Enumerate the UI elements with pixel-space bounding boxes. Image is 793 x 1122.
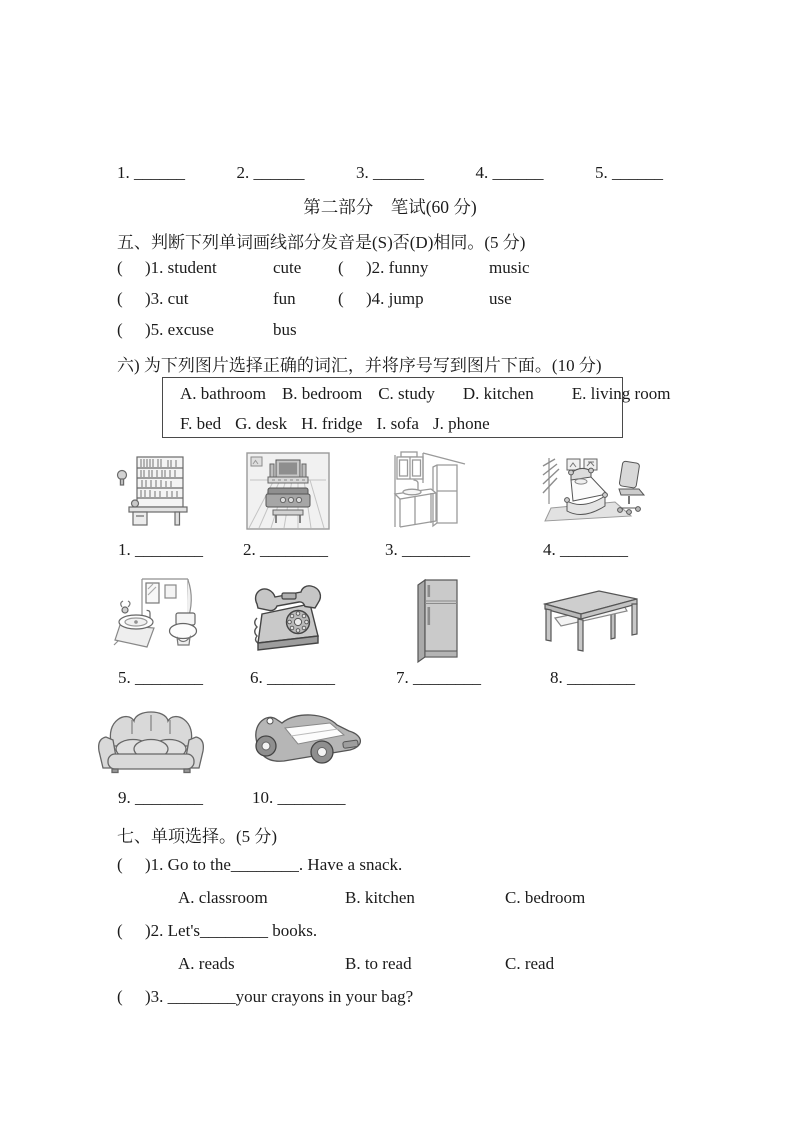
section5-row-2 [117, 289, 512, 309]
bedroom-icon [541, 456, 647, 526]
mc-question-3-stem: )3. ________your crayons in your bag? [145, 987, 414, 1006]
answer-paren: ( [117, 855, 123, 874]
bathroom-icon [112, 577, 214, 661]
word-option-d: D. kitchen [462, 384, 534, 403]
mc-q2-option-c: C. read [505, 954, 555, 973]
picture-blank-2: 2. ________ [243, 540, 328, 559]
telephone-icon [246, 582, 330, 654]
answer-blank-2: 2. ______ [236, 163, 305, 182]
mc-q1-option-a: A. classroom [178, 888, 268, 907]
picture-blank-5: 5. ________ [118, 668, 203, 687]
word-option-f: F. bed [180, 414, 222, 433]
answer-blank-4: 4. ______ [475, 163, 544, 182]
pron-item-3: )3. cut [145, 289, 189, 308]
mc-q1-option-c: C. bedroom [505, 888, 586, 907]
section5-row-1 [117, 258, 530, 278]
word-bank-line-2 [180, 414, 504, 434]
word-option-i: I. sofa [376, 414, 419, 433]
picture-blank-3: 3. ________ [385, 540, 470, 559]
word-option-c: C. study [378, 384, 435, 403]
picture-blank-4: 4. ________ [543, 540, 628, 559]
pron-item-2: )2. funny [366, 258, 429, 277]
word-bank-line-1 [180, 384, 686, 404]
kitchen-icon [391, 449, 467, 533]
mc-question-2 [117, 921, 317, 941]
sofa-icon [92, 704, 210, 776]
answer-paren: ( [338, 289, 344, 308]
answer-paren: ( [117, 289, 123, 308]
section7-heading: 七、单项选择。(5 分) [117, 827, 278, 846]
mc-question-2-stem: )2. Let's________ books. [145, 921, 318, 940]
pron-pair-3: fun [273, 289, 296, 308]
pron-pair-4: use [489, 289, 512, 308]
pron-item-4: )4. jump [366, 289, 424, 308]
mc-question-1-stem: )1. Go to the________. Have a snack. [145, 855, 403, 874]
picture-blank-7: 7. ________ [396, 668, 481, 687]
picture-blank-9: 9. ________ [118, 788, 203, 807]
answer-blank-1: 1. ______ [117, 163, 185, 182]
mc-q1-option-b: B. kitchen [345, 888, 415, 907]
picture-blank-8: 8. ________ [550, 668, 635, 687]
fridge-icon [411, 577, 463, 665]
mc-q2-option-b: B. to read [345, 954, 412, 973]
answer-blank-5: 5. ______ [595, 163, 663, 182]
word-option-j: J. phone [432, 414, 490, 433]
living-room-icon [246, 452, 330, 530]
race-car-bed-icon [246, 708, 370, 768]
part2-title: 第二部分 笔试(60 分) [303, 197, 477, 217]
answer-paren: ( [117, 258, 123, 277]
pron-item-5: )5. excuse [145, 320, 214, 339]
section6-heading: 六) 为下列图片选择正确的词汇，并将序号写到图片下面。(10 分) [117, 356, 602, 375]
answer-blank-3: 3. ______ [356, 163, 424, 182]
word-option-a: A. bathroom [180, 384, 266, 403]
picture-blank-1: 1. ________ [118, 540, 203, 559]
word-option-h: H. fridge [301, 414, 363, 433]
pron-pair-2: music [489, 258, 530, 277]
side-table-icon [541, 588, 641, 654]
word-option-b: B. bedroom [281, 384, 363, 403]
mc-q2-option-a: A. reads [178, 954, 235, 973]
mc-question-1 [117, 855, 402, 875]
word-bank-box [162, 377, 671, 438]
answer-paren: ( [338, 258, 344, 277]
word-option-g: G. desk [235, 414, 288, 433]
word-option-e: E. living room [571, 384, 671, 403]
section5-row-3 [117, 320, 489, 340]
pron-item-1: )1. student [145, 258, 217, 277]
section5-heading: 五、判断下列单词画线部分发音是(S)否(D)相同。(5 分) [117, 233, 526, 252]
picture-blank-6: 6. ________ [250, 668, 335, 687]
mc-question-3 [117, 987, 413, 1007]
answer-paren: ( [117, 921, 123, 940]
answer-paren: ( [117, 987, 123, 1006]
listening-answer-blanks [117, 163, 663, 183]
study-room-icon [113, 454, 195, 528]
pron-pair-1: cute [273, 258, 302, 277]
pron-pair-5: bus [273, 320, 297, 339]
picture-blank-10: 10. ________ [252, 788, 346, 807]
answer-paren: ( [117, 320, 123, 339]
